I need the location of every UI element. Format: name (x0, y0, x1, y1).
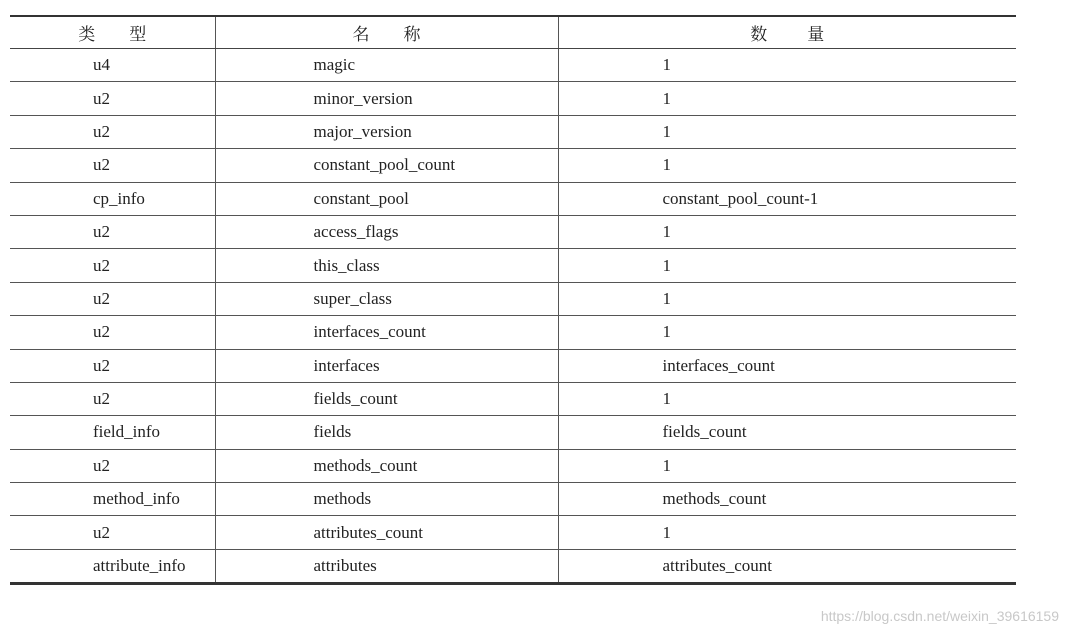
cell-name: constant_pool_count (215, 149, 558, 182)
table-row (10, 483, 1016, 516)
cell-quantity: 1 (558, 316, 1016, 349)
table-row (10, 182, 1016, 215)
header-type-char-2: 型 (129, 25, 147, 44)
cell-name: access_flags (215, 215, 558, 248)
cell-name: fields (215, 416, 558, 449)
cell-name: super_class (215, 282, 558, 315)
cell-quantity: 1 (558, 115, 1016, 148)
cell-type: u2 (10, 82, 215, 115)
table-row (10, 516, 1016, 549)
header-type-char-1: 类 (78, 25, 96, 44)
cell-quantity: 1 (558, 382, 1016, 415)
table-row (10, 149, 1016, 182)
header-quantity-char-2: 量 (807, 25, 825, 44)
cell-type: field_info (10, 416, 215, 449)
cell-type: u2 (10, 449, 215, 482)
cell-type: u2 (10, 249, 215, 282)
table-row (10, 282, 1016, 315)
cell-quantity: 1 (558, 82, 1016, 115)
cell-type: cp_info (10, 182, 215, 215)
cell-quantity: 1 (558, 215, 1016, 248)
cell-name: constant_pool (215, 182, 558, 215)
table-row (10, 215, 1016, 248)
table-row (10, 82, 1016, 115)
cell-name: interfaces (215, 349, 558, 382)
cell-name: this_class (215, 249, 558, 282)
cell-quantity: methods_count (558, 483, 1016, 516)
cell-type: u2 (10, 115, 215, 148)
cell-name: magic (215, 49, 558, 82)
header-name (215, 16, 558, 49)
cell-quantity: 1 (558, 516, 1016, 549)
cell-quantity: 1 (558, 49, 1016, 82)
header-name-char-2: 称 (403, 25, 421, 44)
cell-quantity: fields_count (558, 416, 1016, 449)
cell-quantity: 1 (558, 149, 1016, 182)
cell-quantity: constant_pool_count-1 (558, 182, 1016, 215)
table-row (10, 416, 1016, 449)
cell-type: u2 (10, 316, 215, 349)
table-row (10, 249, 1016, 282)
table-header-row (10, 16, 1016, 49)
table-row (10, 549, 1016, 583)
header-quantity (558, 16, 1016, 49)
table-row (10, 115, 1016, 148)
cell-name: attributes_count (215, 516, 558, 549)
cell-quantity: 1 (558, 449, 1016, 482)
cell-quantity: 1 (558, 282, 1016, 315)
class-file-structure-table (10, 15, 1016, 585)
cell-name: minor_version (215, 82, 558, 115)
cell-type: u2 (10, 215, 215, 248)
cell-type: u2 (10, 516, 215, 549)
cell-quantity: interfaces_count (558, 349, 1016, 382)
cell-name: fields_count (215, 382, 558, 415)
cell-type: u4 (10, 49, 215, 82)
cell-type: u2 (10, 149, 215, 182)
cell-type: method_info (10, 483, 215, 516)
cell-quantity: 1 (558, 249, 1016, 282)
watermark-text: https://blog.csdn.net/weixin_39616159 (820, 608, 1059, 624)
class-file-structure-table-wrapper (10, 15, 1016, 585)
table-row (10, 316, 1016, 349)
cell-type: u2 (10, 382, 215, 415)
cell-quantity: attributes_count (558, 549, 1016, 583)
cell-name: attributes (215, 549, 558, 583)
table-row (10, 382, 1016, 415)
cell-type: u2 (10, 282, 215, 315)
table-row (10, 449, 1016, 482)
cell-name: methods_count (215, 449, 558, 482)
header-name-char-1: 名 (352, 25, 370, 44)
table-row (10, 349, 1016, 382)
cell-name: methods (215, 483, 558, 516)
cell-type: attribute_info (93, 556, 186, 576)
table-row (10, 49, 1016, 82)
header-quantity-char-1: 数 (750, 25, 768, 44)
cell-name: major_version (215, 115, 558, 148)
header-type (10, 16, 215, 49)
cell-type: u2 (10, 349, 215, 382)
cell-name: interfaces_count (215, 316, 558, 349)
